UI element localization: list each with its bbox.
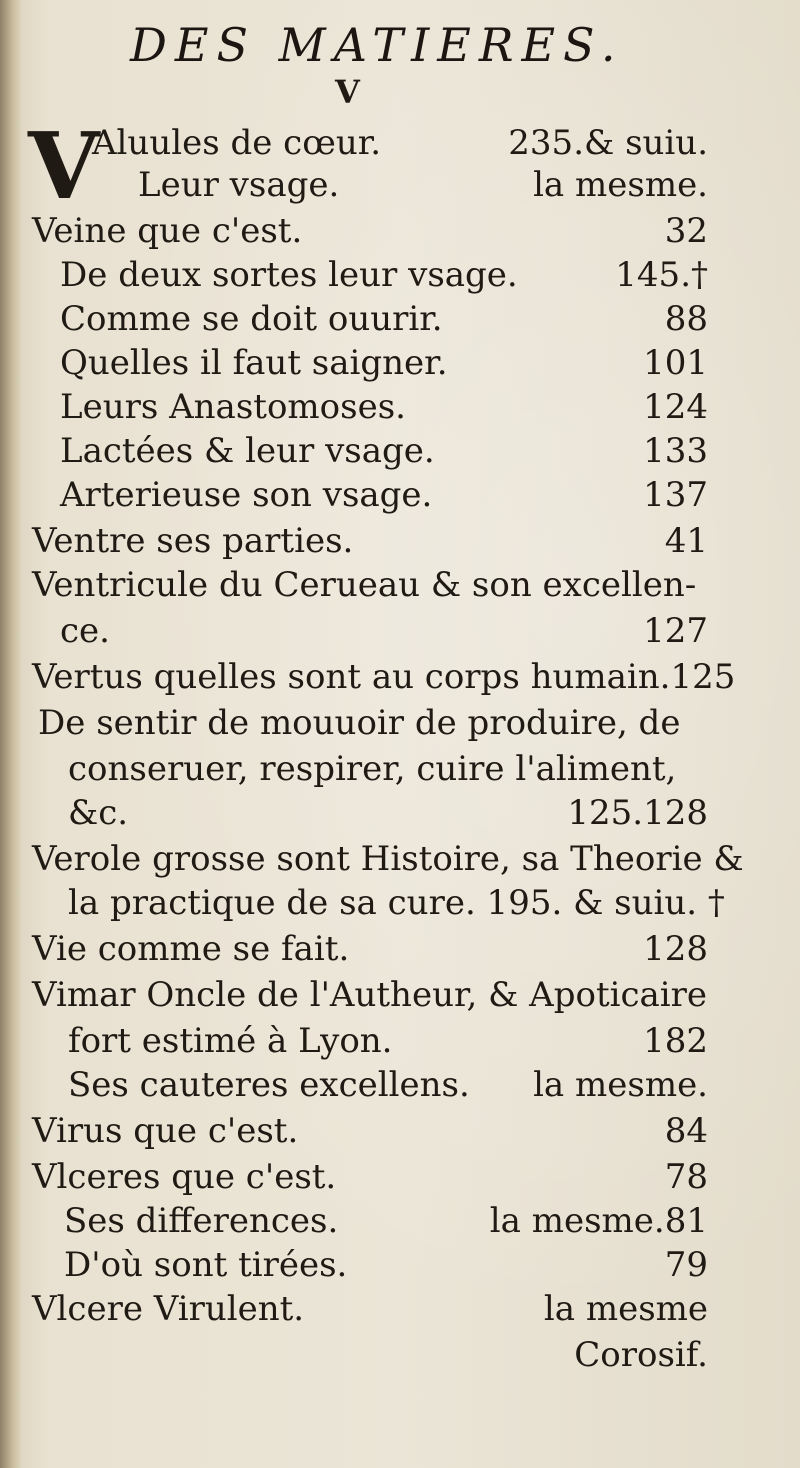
entry-page: 32 [664, 211, 708, 251]
entry-page: 137 [643, 475, 708, 515]
index-entry [0, 836, 800, 882]
entry-text: Ventricule du Cerueau & son excellen- [32, 565, 697, 605]
index-entry [0, 428, 800, 474]
index-entry [0, 790, 800, 836]
index-entry [0, 1018, 800, 1064]
entry-page: 235.& suiu. [508, 123, 708, 163]
page-header: DES MATIERES. [130, 18, 624, 72]
entry-text: Ses differences. [64, 1201, 339, 1241]
index-entry [0, 700, 800, 746]
entry-text: Lactées & leur vsage. [60, 431, 435, 471]
entry-page: 88 [664, 299, 708, 339]
entry-page: 145.† [615, 255, 708, 295]
entry-text: ce. [60, 611, 110, 651]
entry-text: Leur vsage. [138, 165, 340, 205]
index-entry [0, 608, 800, 654]
entry-text: Ses cauteres excellens. [68, 1065, 470, 1105]
index-entry [0, 120, 800, 166]
index-entry [0, 1198, 800, 1244]
index-entry [0, 654, 800, 700]
entry-page: la mesme. [533, 1065, 708, 1105]
entry-page: 127 [643, 611, 708, 651]
entry-text: D'où sont tirées. [64, 1245, 348, 1285]
entry-text: fort estimé à Lyon. [68, 1021, 393, 1061]
entry-text: Aluules de cœur. [92, 123, 382, 163]
index-entry [0, 162, 800, 208]
index-entry [0, 1154, 800, 1200]
entry-text: Virus que c'est. [32, 1111, 299, 1151]
entry-text: &c. [68, 793, 129, 833]
entry-text: conseruer, respirer, cuire l'aliment, [68, 749, 677, 789]
entry-page: 79 [664, 1245, 708, 1285]
index-entry [0, 1242, 800, 1288]
index-entry [0, 562, 800, 608]
entry-text: Vlceres que c'est. [32, 1157, 337, 1197]
index-entry [0, 746, 800, 792]
entry-text: Vertus quelles sont au corps humain.125 [32, 657, 736, 697]
index-entry [0, 880, 800, 926]
entry-text: Verole grosse sont Histoire, sa Theorie & [32, 839, 744, 879]
index-entry [0, 1108, 800, 1154]
entry-text: Vimar Oncle de l'Autheur, & Apoticaire [32, 975, 708, 1015]
index-entry [0, 926, 800, 972]
entry-page: 125.128 [567, 793, 708, 833]
entry-page: 128 [643, 929, 708, 969]
index-entry [0, 972, 800, 1018]
entry-page: la mesme [543, 1289, 708, 1329]
entry-text: De sentir de mouuoir de produire, de [38, 703, 681, 743]
index-entry [0, 252, 800, 298]
drop-cap: V [28, 112, 100, 220]
entry-text: Veine que c'est. [32, 211, 303, 251]
entry-page: la mesme. [533, 165, 708, 205]
index-entry [0, 208, 800, 254]
entry-page: 84 [664, 1111, 708, 1151]
entry-page: 133 [643, 431, 708, 471]
entry-page: 41 [664, 521, 708, 561]
index-entry [0, 472, 800, 518]
entry-text: Vie comme se fait. [32, 929, 350, 969]
entry-text: De deux sortes leur vsage. [60, 255, 518, 295]
entry-text: Arterieuse son vsage. [60, 475, 433, 515]
entry-page: la mesme.81 [489, 1201, 708, 1241]
section-letter: V [335, 73, 360, 111]
entry-text: Vlcere Virulent. [32, 1289, 305, 1329]
entry-page: 78 [664, 1157, 708, 1197]
entry-page: 124 [643, 387, 708, 427]
entry-text: Comme se doit ouurir. [60, 299, 443, 339]
entry-text: la practique de sa cure. 195. & suiu. † [68, 883, 725, 923]
entry-text: Quelles il faut saigner. [60, 343, 448, 383]
index-entry [0, 1286, 800, 1332]
index-entry [0, 340, 800, 386]
index-entry [0, 1332, 800, 1378]
entry-page: 101 [643, 343, 708, 383]
index-entry [0, 384, 800, 430]
index-entry [0, 1062, 800, 1108]
entry-page: Corosif. [574, 1335, 708, 1375]
entry-page: 182 [643, 1021, 708, 1061]
index-entry [0, 296, 800, 342]
entry-text: Leurs Anastomoses. [60, 387, 406, 427]
entry-text: Ventre ses parties. [32, 521, 354, 561]
index-entry [0, 518, 800, 564]
